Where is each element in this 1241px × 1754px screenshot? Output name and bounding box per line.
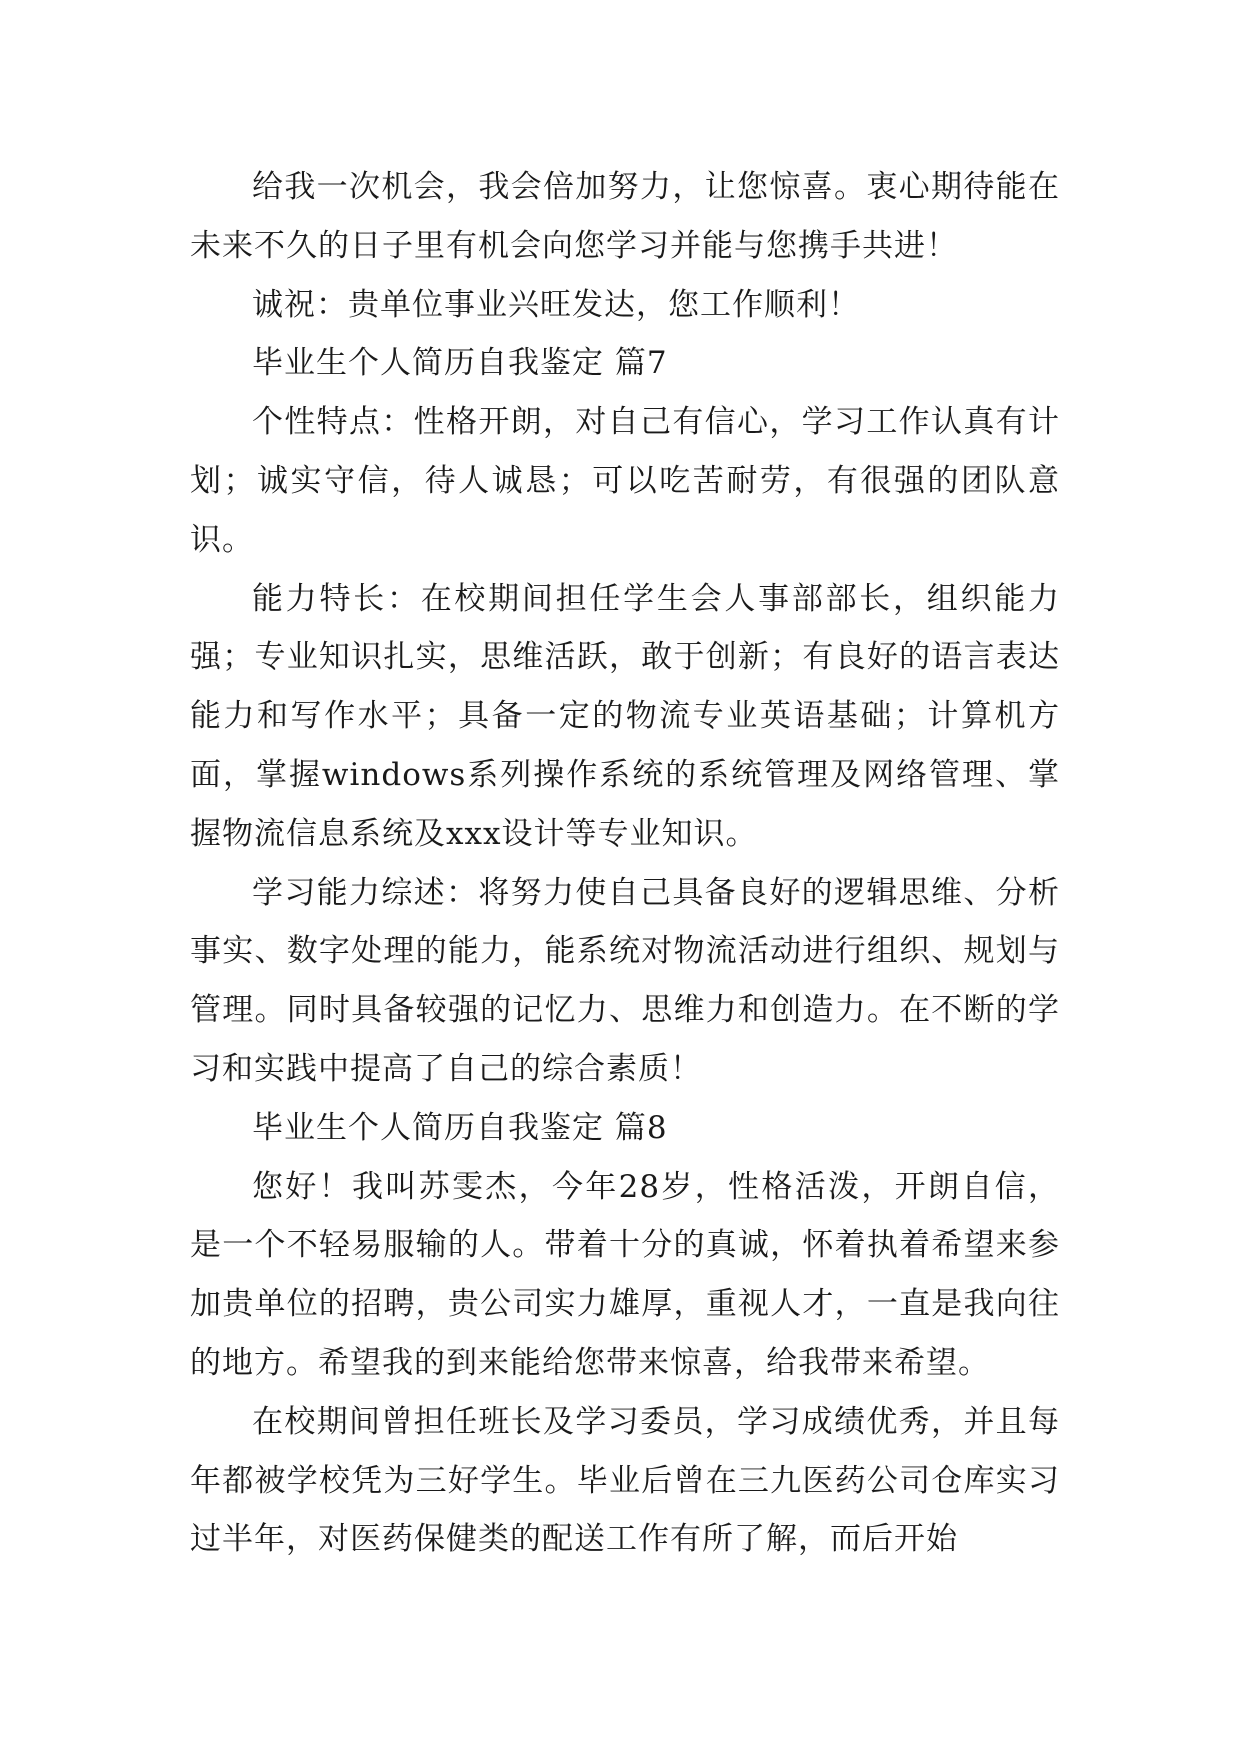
- paragraph-learning-ability: 学习能力综述：将努力使自己具备良好的逻辑思维、分析事实、数字处理的能力，能系统对物流活动进行组织、规划与管理。同时具备较强的记忆力、思维力和创造力。在不断的学习和实践中提高了自己的综合素质！: [190, 874, 1060, 1087]
- paragraph-school-experience: 在校期间曾担任班长及学习委员，学习成绩优秀，并且每年都被学校凭为三好学生。毕业后曾在三九医药公司仓库实习过半年，对医药保健类的配送工作有所了解，而后开始: [190, 1403, 1060, 1558]
- section-heading-8: 毕业生个人简历自我鉴定 篇8: [252, 1109, 668, 1146]
- paragraph-closing-wishes: 诚祝：贵单位事业兴旺发达，您工作顺利！: [252, 286, 860, 323]
- paragraph-personality: 个性特点：性格开朗，对自己有信心，学习工作认真有计划；诚实守信，待人诚恳；可以吃苦耐劳，有很强的团队意识。: [190, 404, 1060, 558]
- paragraph-abilities: 能力特长：在校期间担任学生会人事部部长，组织能力强；专业知识扎实，思维活跃，敢于创新；有良好的语言表达能力和写作水平；具备一定的物流专业英语基础；计算机方面，掌握windows系列操作系统的系统管理及网络管理、掌握物流信息系统及xxx设计等专业知识。: [190, 580, 1060, 852]
- paragraph-closing-request: 给我一次机会，我会倍加努力，让您惊喜。衷心期待能在未来不久的日子里有机会向您学习并能与您携手共进！: [190, 169, 1060, 264]
- section-heading-7: 毕业生个人简历自我鉴定 篇7: [252, 345, 668, 382]
- document-body: [190, 158, 1060, 1569]
- paragraph-introduction: 您好！我叫苏雯杰，今年28岁，性格活泼，开朗自信，是一个不轻易服输的人。带着十分的真诚，怀着执着希望来参加贵单位的招聘，贵公司实力雄厚，重视人才，一直是我向往的地方。希望我的到来能给您带来惊喜，给我带来希望。: [190, 1168, 1060, 1381]
